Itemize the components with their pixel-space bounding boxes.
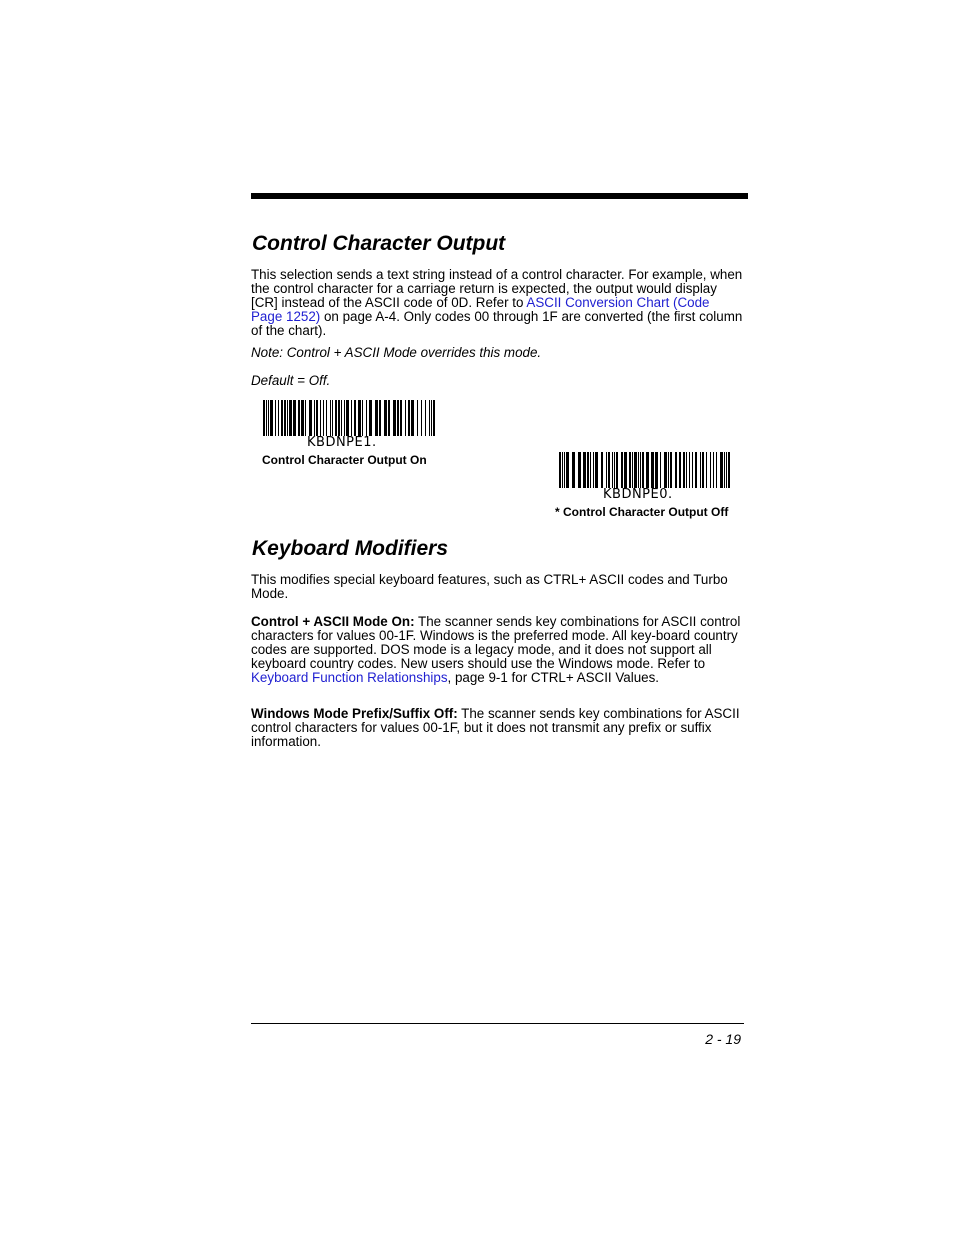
caption-control-character-on: Control Character Output On [262, 453, 427, 467]
control-character-description [251, 268, 743, 338]
section-title-control-character-output: Control Character Output [252, 232, 506, 255]
bottom-rule [251, 1023, 744, 1024]
top-rule [251, 193, 748, 199]
windows-mode-text: The scanner sends key combinations for ASCII control characters for values 00-1F, but it does not transmit any prefix or suffix information. [251, 706, 740, 749]
keyboard-function-relationships-link[interactable]: Keyboard Function Relationships [251, 670, 448, 685]
ascii-conversion-chart-link[interactable]: ASCII Conversion Chart (Code Page 1252) [251, 295, 710, 324]
control-ascii-mode-text-continued: , page 9-1 for CTRL+ ASCII Values. [447, 670, 660, 685]
windows-mode-paragraph [251, 707, 743, 749]
control-ascii-mode-text: The scanner sends key combinations for ASCII control characters for values 00-1F. Windows is the preferred mode. All key-board country codes are supported. DOS mode is a legacy mode, and it does not support all keyboard country codes. New users should use the Windows mode. Refer to [251, 614, 741, 671]
barcode-code-on: KBDNPE1. [307, 435, 377, 450]
keyboard-modifiers-intro: This modifies special keyboard features, such as CTRL+ ASCII codes and Turbo Mode. [251, 572, 728, 601]
description-text-continued: on page A-4. Only codes 00 through 1F are converted (the first column of the chart). [251, 309, 743, 338]
barcode-control-character-on[interactable] [263, 400, 435, 450]
windows-mode-label: Windows Mode Prefix/Suffix Off: [251, 706, 458, 721]
control-ascii-mode-paragraph [251, 615, 743, 685]
barcode-bars-off [559, 452, 731, 488]
default-setting: Default = Off. [251, 373, 331, 388]
caption-control-character-off: * Control Character Output Off [555, 505, 729, 519]
barcode-code-off: KBDNPE0. [603, 487, 673, 502]
barcode-bars-on [263, 400, 435, 436]
page-number: 2 - 19 [705, 1031, 741, 1047]
barcode-control-character-off[interactable] [559, 452, 731, 502]
section-title-keyboard-modifiers: Keyboard Modifiers [252, 537, 449, 560]
description-text: This selection sends a text string instead of a control character. For example, when the control character for a carriage return is expected, the output would display [CR] instead of the ASCII code of 0D. Refer to [251, 267, 743, 310]
mode-note: Note: Control + ASCII Mode overrides this mode. [251, 345, 542, 360]
control-ascii-mode-label: Control + ASCII Mode On: [251, 614, 415, 629]
